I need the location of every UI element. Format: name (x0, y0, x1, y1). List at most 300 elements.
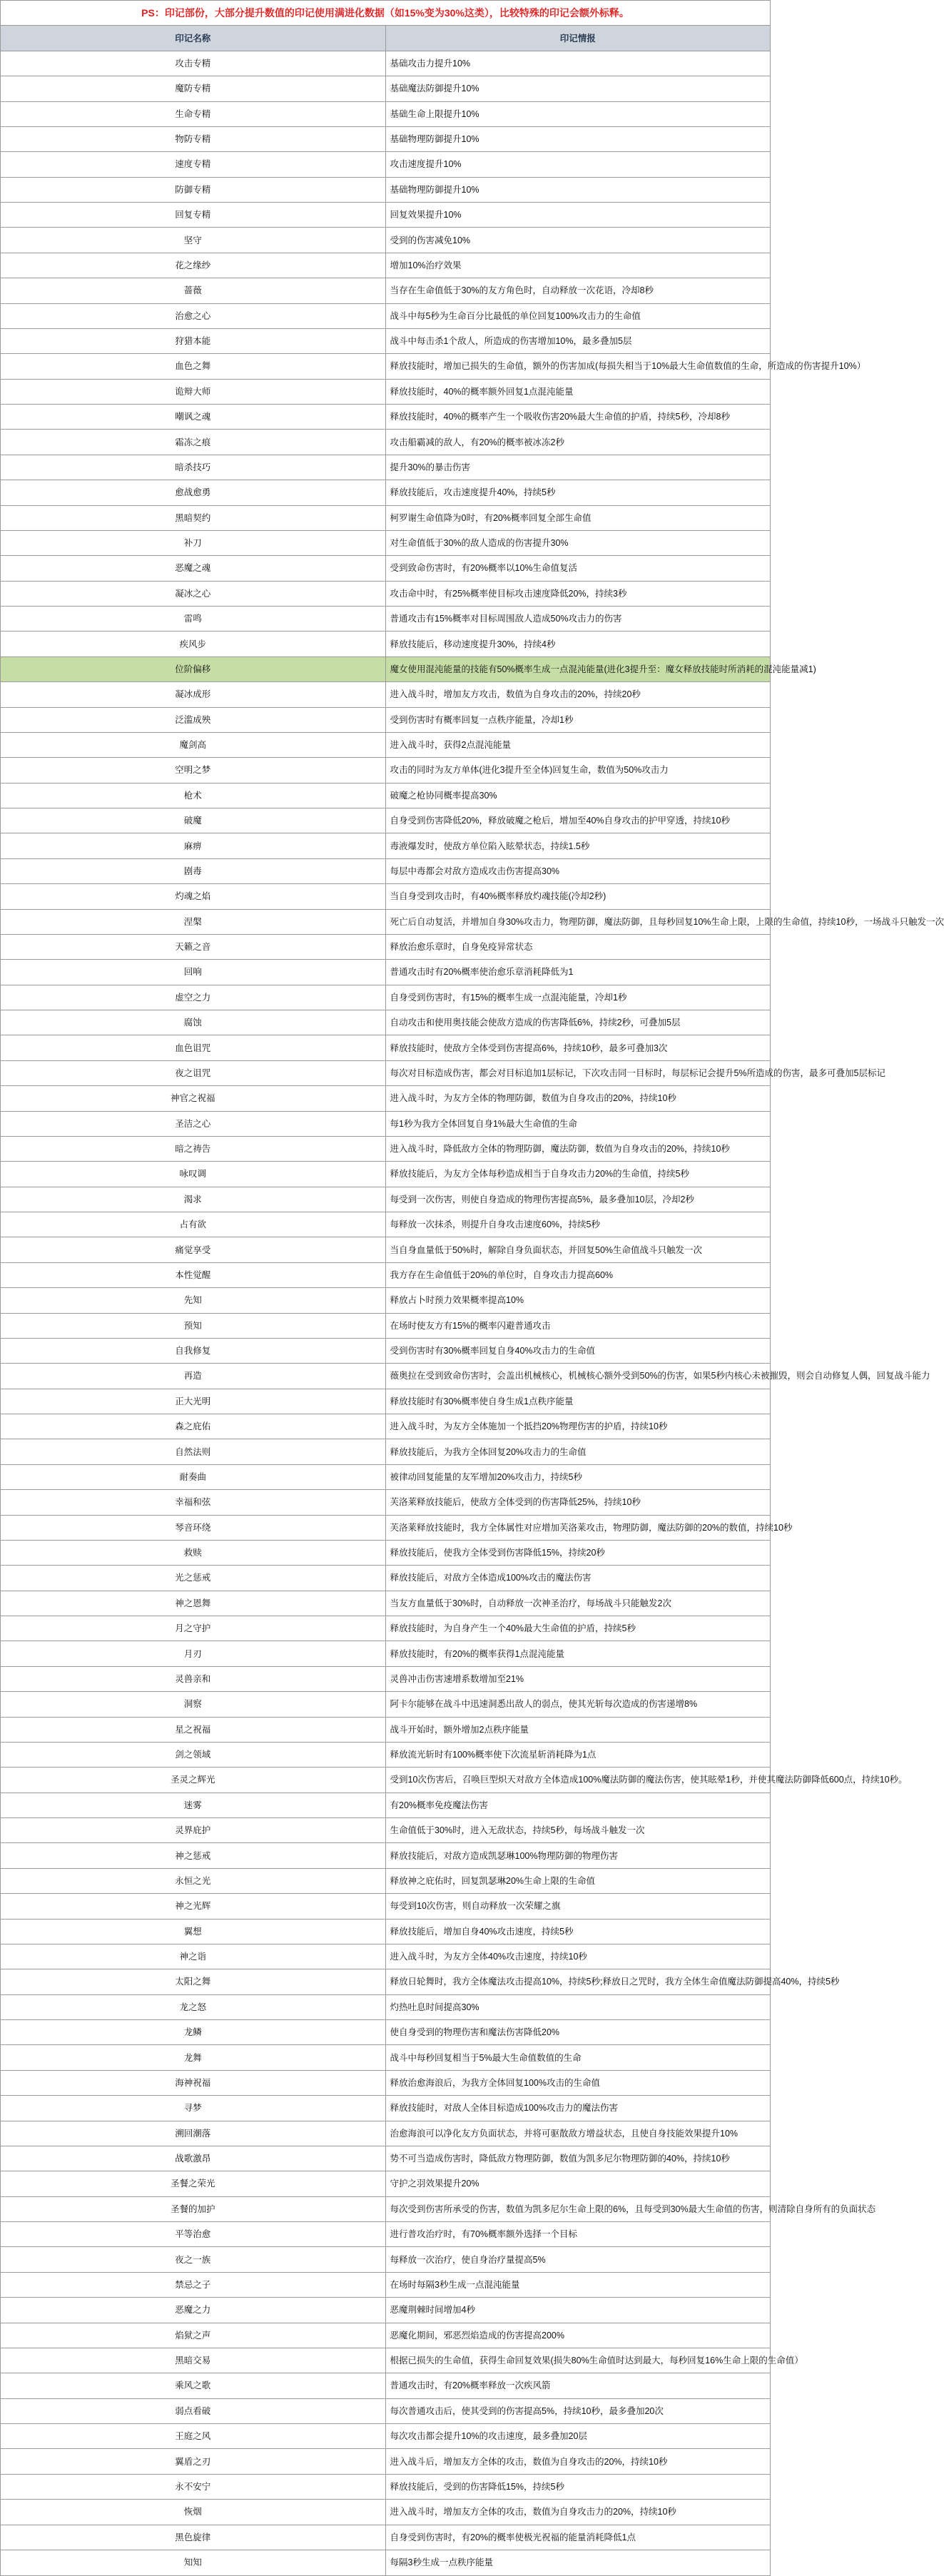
table-row (1, 1464, 771, 1489)
mark-info: 进入战斗后，增加友方全体的攻击，数值为自身攻击的20%，持续10秒 (385, 2449, 771, 2474)
mark-info: 释放技能后，受到的伤害降低15%，持续5秒 (385, 2474, 771, 2499)
mark-info: 释放治愈乐章时，自身免疫异常状态 (385, 934, 771, 959)
mark-info: 进入战斗时，为友方全体施加一个抵挡20%物理伤害的护盾，持续10秒 (385, 1414, 771, 1439)
mark-info: 释放技能后，对敌方全体造成100%攻击的魔法伤害 (385, 1566, 771, 1591)
mark-info: 薇奥拉在受到致命伤害时，会盖出机械核心，机械核心额外受到50%的伤害，如果5秒内核心未被摧毁，则会自动修复人偶，回复战斗能力 (385, 1364, 771, 1389)
mark-name: 空明之梦 (1, 758, 386, 783)
mark-name: 魔剑高 (1, 732, 386, 757)
mark-info: 每隔3秒生成一点秩序能量 (385, 2550, 771, 2575)
mark-info: 释放技能后，对敌方造成凯瑟琳100%物理防御的物理伤害 (385, 1843, 771, 1868)
mark-name: 光之惩戒 (1, 1566, 386, 1591)
mark-name: 神之光辉 (1, 1894, 386, 1919)
mark-name: 破魔 (1, 808, 386, 833)
table-row (1, 1414, 771, 1439)
mark-name: 占有欲 (1, 1212, 386, 1237)
mark-name: 寻梦 (1, 2096, 386, 2121)
mark-name: 海神祝福 (1, 2070, 386, 2095)
table-row (1, 1717, 771, 1742)
mark-info: 释放占卜时预力效果概率提高10% (385, 1288, 771, 1313)
table-row (1, 1515, 771, 1540)
table-row (1, 203, 771, 228)
mark-name: 永不安宁 (1, 2474, 386, 2499)
mark-name: 本性觉醒 (1, 1262, 386, 1287)
table-row (1, 707, 771, 732)
mark-info: 释放技能后，增加自身40%攻击速度，持续5秒 (385, 1919, 771, 1944)
notice-text: PS：印记部份，大部分提升数值的印记使用满进化数据（如15%变为30%这类），比较特殊的印记会额外标释。 (1, 1, 771, 26)
mark-info: 每受到一次伤害，则使自身造成的物理伤害提高5%，最多叠加10层，冷却2秒 (385, 1187, 771, 1212)
table-row (1, 934, 771, 959)
mark-name: 圣洁之心 (1, 1111, 386, 1136)
mark-name: 渴求 (1, 1187, 386, 1212)
table-row (1, 2196, 771, 2221)
table-row (1, 960, 771, 985)
mark-name: 溯回潮落 (1, 2121, 386, 2146)
mark-info: 战斗中每秒回复相当于5%最大生命值数值的生命 (385, 2045, 771, 2070)
table-row (1, 1994, 771, 2019)
mark-info: 攻击速度提升10% (385, 152, 771, 177)
mark-name: 圣灵之辉光 (1, 1768, 386, 1792)
table-row (1, 1792, 771, 1817)
mark-name: 神之惩戒 (1, 1843, 386, 1868)
mark-name: 夜之一族 (1, 2247, 386, 2272)
mark-info: 生命值低于30%时，进入无敌状态，持续5秒，每场战斗触发一次 (385, 1818, 771, 1843)
table-row (1, 2525, 771, 2550)
mark-info: 进入战斗时，获得2点混沌能量 (385, 732, 771, 757)
table-row (1, 985, 771, 1010)
mark-name: 弱点看破 (1, 2398, 386, 2423)
mark-name: 凝冰成形 (1, 682, 386, 707)
mark-info: 进入战斗时，增加友方全体的攻击，数值为自身攻击力的20%，持续10秒 (385, 2500, 771, 2525)
table-row (1, 2550, 771, 2575)
mark-name: 坚守 (1, 228, 386, 253)
table-row (1, 2121, 771, 2146)
mark-name: 洞察 (1, 1692, 386, 1717)
mark-info: 受到伤害时有概率回复一点秩序能量，冷却1秒 (385, 707, 771, 732)
mark-info: 在场时每隔3秒生成一点混沌能量 (385, 2272, 771, 2297)
mark-name: 物防专精 (1, 126, 386, 151)
mark-info: 恶魔荆棘时间增加4秒 (385, 2298, 771, 2323)
mark-name: 翼想 (1, 1919, 386, 1944)
mark-name: 恶魔之魂 (1, 556, 386, 581)
notice-row (1, 1, 771, 26)
table-row (1, 2020, 771, 2045)
mark-info: 基础攻击力提升10% (385, 51, 771, 76)
table-row (1, 808, 771, 833)
mark-info: 灵兽冲击伤害速增系数增加至21% (385, 1666, 771, 1691)
mark-info: 自身受到伤害时，有15%的概率生成一点混沌能量，冷却1秒 (385, 985, 771, 1010)
table-row (1, 833, 771, 858)
mark-info: 死亡后自动复活，并增加自身30%攻击力，物理防御，魔法防御，且每秒回复10%生命上限，上限的生命值，持续10秒，一场战斗只触发一次 (385, 909, 771, 934)
table-row (1, 2398, 771, 2423)
mark-name: 枪术 (1, 783, 386, 808)
mark-name: 涅槃 (1, 909, 386, 934)
table-row (1, 480, 771, 505)
table-row (1, 1262, 771, 1287)
mark-info: 根据已损失的生命值，获得生命回复效果(损失80%生命值时达到最大，每秒回复16%生命上限的生命值） (385, 2348, 771, 2373)
mark-name: 暗之祷告 (1, 1136, 386, 1161)
mark-info: 柯罗谢生命值降为0时，有20%概率回复全部生命值 (385, 505, 771, 530)
mark-name: 攻击专精 (1, 51, 386, 76)
mark-info: 进行普攻治疗时，有70%概率额外选择一个目标 (385, 2222, 771, 2247)
mark-name: 神官之祝福 (1, 1086, 386, 1111)
mark-name: 龙鳞 (1, 2020, 386, 2045)
mark-name: 愈战愈勇 (1, 480, 386, 505)
table-row (1, 1742, 771, 1767)
mark-info: 普通攻击时有20%概率使治愈乐章消耗降低为1 (385, 960, 771, 985)
mark-info: 增加10%治疗效果 (385, 253, 771, 278)
table-row (1, 1187, 771, 1212)
mark-info: 芙洛莱释放技能时，我方全体属性对应增加芙洛莱攻击，物理防御，魔法防御的20%的数值，持续10秒 (385, 1515, 771, 1540)
table-row (1, 758, 771, 783)
mark-info: 释放技能时，使敌方全体受到伤害提高6%，持续10秒，最多可叠加3次 (385, 1035, 771, 1060)
mark-info: 攻击船霸减的敌人，有20%的概率被冰冻2秒 (385, 430, 771, 455)
mark-info: 恶魔化期间，邪恶烈焰造成的伤害提高200% (385, 2323, 771, 2348)
mark-name: 位阶偏移 (1, 656, 386, 681)
table-row (1, 379, 771, 404)
mark-name: 虚空之力 (1, 985, 386, 1010)
mark-info: 势不可当造成伤害时，降低敌方物理防御，数值为凯多尼尔物理防御的40%，持续10秒 (385, 2146, 771, 2171)
mark-name: 防御专精 (1, 177, 386, 202)
table-row (1, 2146, 771, 2171)
mark-name: 月之守护 (1, 1616, 386, 1641)
mark-name: 先知 (1, 1288, 386, 1313)
mark-name: 圣餐的加护 (1, 2196, 386, 2221)
mark-info: 受到的伤害减免10% (385, 228, 771, 253)
mark-info: 提升30%的暴击伤害 (385, 455, 771, 480)
mark-info: 释放技能后，为友方全体每秒造成相当于自身攻击力20%的生命值，持续5秒 (385, 1162, 771, 1187)
mark-name: 正大光明 (1, 1389, 386, 1414)
mark-name: 神之恩舞 (1, 1591, 386, 1616)
table-row (1, 2247, 771, 2272)
table-row (1, 228, 771, 253)
mark-info: 释放神之庇佑时，回复凯瑟琳20%生命上限的生命值 (385, 1868, 771, 1893)
mark-name: 战歌激昂 (1, 2146, 386, 2171)
mark-name: 回复专精 (1, 203, 386, 228)
table-row (1, 2222, 771, 2247)
mark-info: 释放技能时有30%概率使自身生成1点秩序能量 (385, 1389, 771, 1414)
mark-name: 夜之诅咒 (1, 1060, 386, 1085)
mark-info: 每受到10次伤害，则自动释放一次荣耀之旗 (385, 1894, 771, 1919)
mark-name: 黑暗交易 (1, 2348, 386, 2373)
table-row (1, 1868, 771, 1893)
mark-name: 麻痹 (1, 833, 386, 858)
mark-name: 月刃 (1, 1641, 386, 1666)
mark-name: 生命专精 (1, 101, 386, 126)
table-row (1, 682, 771, 707)
mark-info: 进入战斗时，降低敌方全体的物理防御，魔法防御，数值为自身攻击的20%，持续10秒 (385, 1136, 771, 1161)
mark-info: 每释放一次治疗，使自身治疗量提高5% (385, 2247, 771, 2272)
table-row (1, 530, 771, 555)
table-row (1, 126, 771, 151)
mark-name: 血色诅咒 (1, 1035, 386, 1060)
table-row (1, 2070, 771, 2095)
mark-name: 嘲讽之魂 (1, 405, 386, 430)
mark-name: 血色之舞 (1, 354, 386, 379)
mark-info: 释放治愈海浪后，为我方全体回复100%攻击的生命值 (385, 2070, 771, 2095)
mark-info: 在场时使友方有15%的概率闪避普通攻击 (385, 1313, 771, 1338)
mark-info: 阿卡尔能够在战斗中迅速洞悉出敌人的弱点，使其光斩每次造成的伤害递增8% (385, 1692, 771, 1717)
mark-name: 凝冰之心 (1, 581, 386, 606)
mark-info: 被律动回复能量的友军增加20%攻击力，持续5秒 (385, 1464, 771, 1489)
table-row (1, 783, 771, 808)
mark-info: 释放技能后，为我方全体回复20%攻击力的生命值 (385, 1439, 771, 1464)
mark-name: 剑之领域 (1, 1742, 386, 1767)
table-row (1, 1566, 771, 1591)
mark-name: 花之缘纱 (1, 253, 386, 278)
table-row (1, 2171, 771, 2196)
mark-info: 释放日轮舞时，我方全体魔法攻击提高10%，持续5秒;释放日之咒时，我方全体生命值魔法防御提高40%，持续5秒 (385, 1969, 771, 1994)
mark-name: 灼魂之焰 (1, 884, 386, 909)
table-row (1, 858, 771, 883)
table-row (1, 1439, 771, 1464)
mark-info: 基础物理防御提升10% (385, 177, 771, 202)
mark-info: 攻击的同时为友方单体(进化3提升至全体)回复生命，数值为50%攻击力 (385, 758, 771, 783)
table-row (1, 177, 771, 202)
table-row (1, 328, 771, 353)
table-row (1, 1818, 771, 1843)
mark-info: 释放流光斩时有100%概率使下次流星斩消耗降为1点 (385, 1742, 771, 1767)
table-row (1, 1969, 771, 1994)
table-row (1, 455, 771, 480)
mark-info: 普通攻击时，有20%概率释放一次疾风箭 (385, 2373, 771, 2398)
mark-name: 预知 (1, 1313, 386, 1338)
table-row (1, 1111, 771, 1136)
mark-name: 灵兽亲和 (1, 1666, 386, 1691)
mark-info: 战斗开始时，额外增加2点秩序能量 (385, 1717, 771, 1742)
mark-info: 自身受到伤害降低20%，释放破魔之枪后，增加至40%自身攻击的护甲穿透，持续10秒 (385, 808, 771, 833)
table-row (1, 51, 771, 76)
mark-info: 灼热吐息时间提高30% (385, 1994, 771, 2019)
table-row (1, 581, 771, 606)
table-row (1, 607, 771, 632)
table-row (1, 1641, 771, 1666)
mark-info: 受到致命伤害时，有20%概率以10%生命值复活 (385, 556, 771, 581)
table-row (1, 1212, 771, 1237)
mark-name: 黑暗契约 (1, 505, 386, 530)
mark-info: 守护之羽效果提升20% (385, 2171, 771, 2196)
table-row (1, 884, 771, 909)
header-row (1, 26, 771, 51)
mark-name: 雷鸣 (1, 607, 386, 632)
mark-name: 禁忌之子 (1, 2272, 386, 2297)
mark-name: 救赎 (1, 1540, 386, 1565)
table-row (1, 1313, 771, 1338)
mark-info: 释放技能时，40%的概率额外回复1点混沌能量 (385, 379, 771, 404)
mark-name: 迷雾 (1, 1792, 386, 1817)
mark-name: 琴音环绕 (1, 1515, 386, 1540)
mark-name: 再造 (1, 1364, 386, 1389)
mark-info: 基础魔法防御提升10% (385, 76, 771, 101)
mark-info: 每释放一次抹杀，则提升自身攻击速度60%，持续5秒 (385, 1212, 771, 1237)
mark-name: 焰狱之声 (1, 2323, 386, 2348)
table-row (1, 278, 771, 303)
mark-name: 圣餐之荣光 (1, 2171, 386, 2196)
mark-info: 战斗中每击杀1个敌人，所造成的伤害增加10%，最多叠加5层 (385, 328, 771, 353)
table-row (1, 2474, 771, 2499)
table-row (1, 1843, 771, 1868)
table-row (1, 1894, 771, 1919)
mark-name: 太阳之舞 (1, 1969, 386, 1994)
mark-info: 受到伤害时有30%概率回复自身40%攻击力的生命值 (385, 1338, 771, 1363)
table-row (1, 2424, 771, 2449)
table-row (1, 1288, 771, 1313)
mark-name: 王庭之风 (1, 2424, 386, 2449)
mark-info: 对生命值低于30%的敌人造成的伤害提升30% (385, 530, 771, 555)
mark-info: 当友方血量低于30%时，自动释放一次神圣治疗，每场战斗只能触发2次 (385, 1591, 771, 1616)
mark-info: 普通攻击有15%概率对目标周围敌人造成50%攻击力的伤害 (385, 607, 771, 632)
table-row (1, 1616, 771, 1641)
table-row (1, 1162, 771, 1187)
table-row (1, 2298, 771, 2323)
table-row (1, 1666, 771, 1691)
mark-info: 破魔之枪协同概率提高30% (385, 783, 771, 808)
mark-name: 星之祝福 (1, 1717, 386, 1742)
mark-name: 疾风步 (1, 632, 386, 656)
mark-info: 每层中毒都会对敌方造成攻击伤害提高30% (385, 858, 771, 883)
mark-name: 耐奏曲 (1, 1464, 386, 1489)
table-row (1, 1010, 771, 1035)
mark-name: 回响 (1, 960, 386, 985)
mark-name: 龙之怒 (1, 1994, 386, 2019)
mark-name: 幸福和弦 (1, 1490, 386, 1515)
table-row (1, 303, 771, 328)
mark-name: 剧毒 (1, 858, 386, 883)
mark-info: 进入战斗时，增加友方攻击，数值为自身攻击的20%，持续20秒 (385, 682, 771, 707)
mark-info: 自动攻击和使用奥技能会使敌方造成的伤害降低6%，持续2秒，可叠加5层 (385, 1010, 771, 1035)
table-row (1, 1389, 771, 1414)
mark-info: 释放技能后，攻击速度提升40%，持续5秒 (385, 480, 771, 505)
table-row (1, 1060, 771, 1085)
table-row (1, 505, 771, 530)
table-row (1, 76, 771, 101)
table-row (1, 1768, 771, 1792)
mark-info: 释放技能时，增加已损失的生命值，额外的伤害加成(每损失相当于10%最大生命值数值的生命，所造成的伤害提升10%） (385, 354, 771, 379)
mark-info: 使自身受到的物理伤害和魔法伤害降低20% (385, 2020, 771, 2045)
table-row (1, 430, 771, 455)
mark-name: 治愈之心 (1, 303, 386, 328)
mark-name: 速度专精 (1, 152, 386, 177)
mark-info: 进入战斗时，为友方全体的物理防御，数值为自身攻击的20%，持续10秒 (385, 1086, 771, 1111)
mark-name: 森之庇佑 (1, 1414, 386, 1439)
mark-info: 每次普通攻击后，使其受到的伤害提高5%，持续10秒，最多叠加20次 (385, 2398, 771, 2423)
mark-info: 战斗中每5秒为生命百分比最低的单位回复100%攻击力的生命值 (385, 303, 771, 328)
mark-name: 诡辩大师 (1, 379, 386, 404)
table-row (1, 632, 771, 656)
mark-info: 当自身受到攻击时，有40%概率释放灼魂技能(冷却2秒) (385, 884, 771, 909)
mark-name: 神之诣 (1, 1944, 386, 1969)
mark-name: 平等治愈 (1, 2222, 386, 2247)
table-row (1, 2348, 771, 2373)
mark-info: 攻击命中时，有25%概率使目标攻击速度降低20%，持续3秒 (385, 581, 771, 606)
table-row (1, 1692, 771, 1717)
table-row (1, 556, 771, 581)
header-info: 印记情报 (385, 26, 771, 51)
mark-name: 蔷薇 (1, 278, 386, 303)
mark-info: 释放技能后，使我方全体受到伤害降低15%，持续20秒 (385, 1540, 771, 1565)
mark-name: 黑色旋律 (1, 2525, 386, 2550)
table-row (1, 2323, 771, 2348)
mark-name: 自然法则 (1, 1439, 386, 1464)
table-row (1, 1086, 771, 1111)
table-row (1, 405, 771, 430)
mark-info: 毒液爆发时，使敌方单位陷入眩晕状态，持续1.5秒 (385, 833, 771, 858)
mark-name: 自我修复 (1, 1338, 386, 1363)
mark-info: 释放技能时，40%的概率产生一个吸收伤害20%最大生命值的护盾，持续5秒，冷却8秒 (385, 405, 771, 430)
table-row (1, 1136, 771, 1161)
mark-info: 进入战斗时，为友方全体40%攻击速度，持续10秒 (385, 1944, 771, 1969)
mark-name: 泛滥成殃 (1, 707, 386, 732)
table-row (1, 1338, 771, 1363)
table-row (1, 1540, 771, 1565)
mark-name: 痛觉享受 (1, 1237, 386, 1262)
mark-name: 龙舞 (1, 2045, 386, 2070)
mark-name: 灵界庇护 (1, 1818, 386, 1843)
mark-info: 当自身血量低于50%时，解除自身负面状态，并回复50%生命值战斗只触发一次 (385, 1237, 771, 1262)
mark-info: 每1秒为我方全体回复自身1%最大生命值的生命 (385, 1111, 771, 1136)
table-row (1, 1490, 771, 1515)
mark-info: 回复效果提升10% (385, 203, 771, 228)
mark-name: 恶魔之力 (1, 2298, 386, 2323)
table-row (1, 1035, 771, 1060)
table-row (1, 1919, 771, 1944)
table-row (1, 1364, 771, 1389)
mark-info: 我方存在生命值低于20%的单位时，自身攻击力提高60% (385, 1262, 771, 1287)
header-name: 印记名称 (1, 26, 386, 51)
mark-name: 暗杀技巧 (1, 455, 386, 480)
mark-info: 每次攻击都会提升10%的攻击速度，最多叠加20层 (385, 2424, 771, 2449)
table-row (1, 2449, 771, 2474)
mark-info: 每次受到伤害所承受的伤害，数值为凯多尼尔生命上限的6%，且每受到30%最大生命值的伤害，则清除自身所有的负面状态 (385, 2196, 771, 2221)
mark-name: 狩猎本能 (1, 328, 386, 353)
mark-name: 乘风之歌 (1, 2373, 386, 2398)
mark-info: 有20%概率免疫魔法伤害 (385, 1792, 771, 1817)
table-row (1, 354, 771, 379)
table-row (1, 1944, 771, 1969)
mark-name: 恢烟 (1, 2500, 386, 2525)
table-row (1, 2500, 771, 2525)
table-row (1, 2096, 771, 2121)
mark-info: 自身受到伤害时，有20%的概率使极光祝福的能量消耗降低1点 (385, 2525, 771, 2550)
mark-name: 知知 (1, 2550, 386, 2575)
mark-name: 魔防专精 (1, 76, 386, 101)
mark-name: 咏叹调 (1, 1162, 386, 1187)
mark-info: 魔女使用混沌能量的技能有50%概率生成一点混沌能量(进化3提升至：魔女释放技能时所消耗的混沌能量减1) (385, 656, 771, 681)
mark-name: 霜冻之痕 (1, 430, 386, 455)
table-row (1, 253, 771, 278)
table-row (1, 2045, 771, 2070)
mark-info: 释放技能后，移动速度提升30%，持续4秒 (385, 632, 771, 656)
mark-name: 补刀 (1, 530, 386, 555)
mark-info: 基础生命上限提升10% (385, 101, 771, 126)
mark-info: 芙洛莱释放技能后，使敌方全体受到的伤害降低25%，持续10秒 (385, 1490, 771, 1515)
mark-info: 当存在生命值低于30%的友方角色时，自动释放一次花语，冷却8秒 (385, 278, 771, 303)
mark-info: 释放技能时，对敌人全体目标造成100%攻击力的魔法伤害 (385, 2096, 771, 2121)
mark-info: 每次对目标造成伤害，都会对目标追加1层标记，下次攻击同一目标时，每层标记会提升5%所造成的伤害，最多可叠加5层标记 (385, 1060, 771, 1085)
mark-info: 治愈海浪可以净化友方负面状态，并将可驱散敌方增益状态，且使自身技能效果提升10% (385, 2121, 771, 2146)
mark-name: 翼盾之刃 (1, 2449, 386, 2474)
mark-info: 基础物理防御提升10% (385, 126, 771, 151)
mark-name: 天籁之音 (1, 934, 386, 959)
table-row (1, 2272, 771, 2297)
table-row (1, 909, 771, 934)
table-row (1, 656, 771, 681)
table-row (1, 1237, 771, 1262)
mark-name: 腐蚀 (1, 1010, 386, 1035)
mark-name: 永恒之光 (1, 1868, 386, 1893)
table-row (1, 1591, 771, 1616)
table-row (1, 101, 771, 126)
table-row (1, 732, 771, 757)
